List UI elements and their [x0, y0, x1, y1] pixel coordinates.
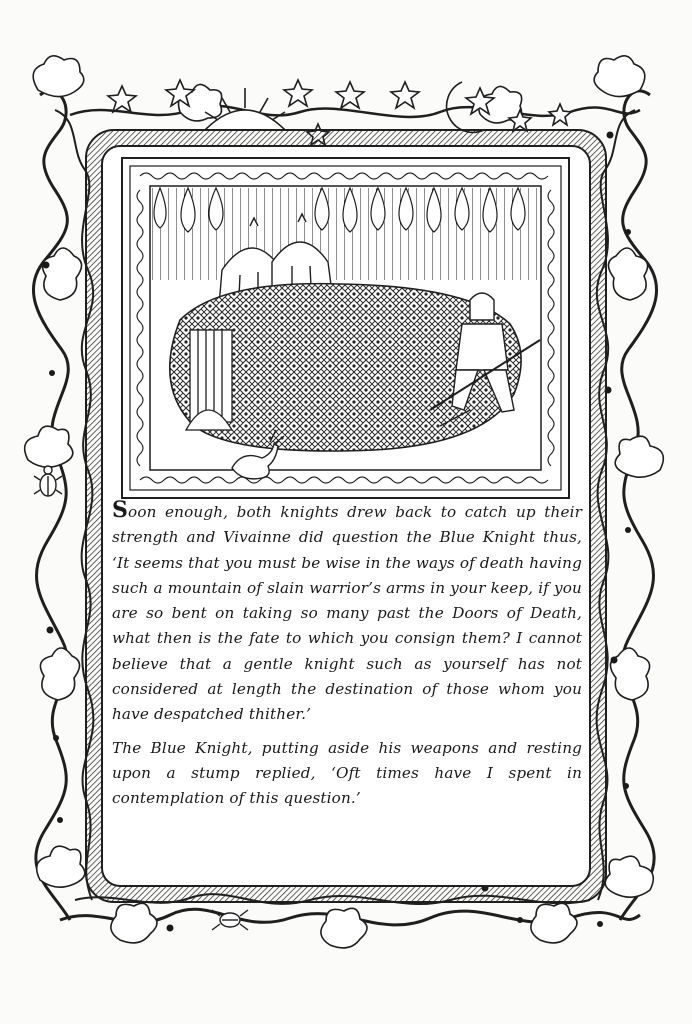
paragraph-2: The Blue Knight, putting aside his weapons and resting upon a stump replied, ‘Oft times have I spent in contemplation of this question.’ [112, 738, 582, 808]
star-icon [391, 82, 419, 108]
star-icon [549, 104, 571, 125]
drop-cap: S [112, 497, 129, 523]
weapons-pile [186, 330, 232, 430]
story-text [112, 497, 582, 875]
star-icon [284, 80, 312, 106]
beetle-icon [34, 466, 62, 496]
illustration [122, 158, 569, 498]
star-icon [108, 86, 136, 112]
tree-row [152, 188, 539, 280]
paragraph-1 [112, 497, 582, 728]
star-icon [336, 82, 364, 108]
paragraph-1-text: oon enough, both knights drew back to catch up their strength and Vivainne did question the Blue Knight thus, ‘It seems that you must be wise in the ways of death having such a mountain of slain warrior’s arms in your keep, if you are so bent on taking so many past the Doors of Death, what then is the fate to which you consign them? I cannot believe that a gentle knight such as yourself has not considered at length the destination of those whom you have despatched thither.’ [112, 503, 582, 724]
